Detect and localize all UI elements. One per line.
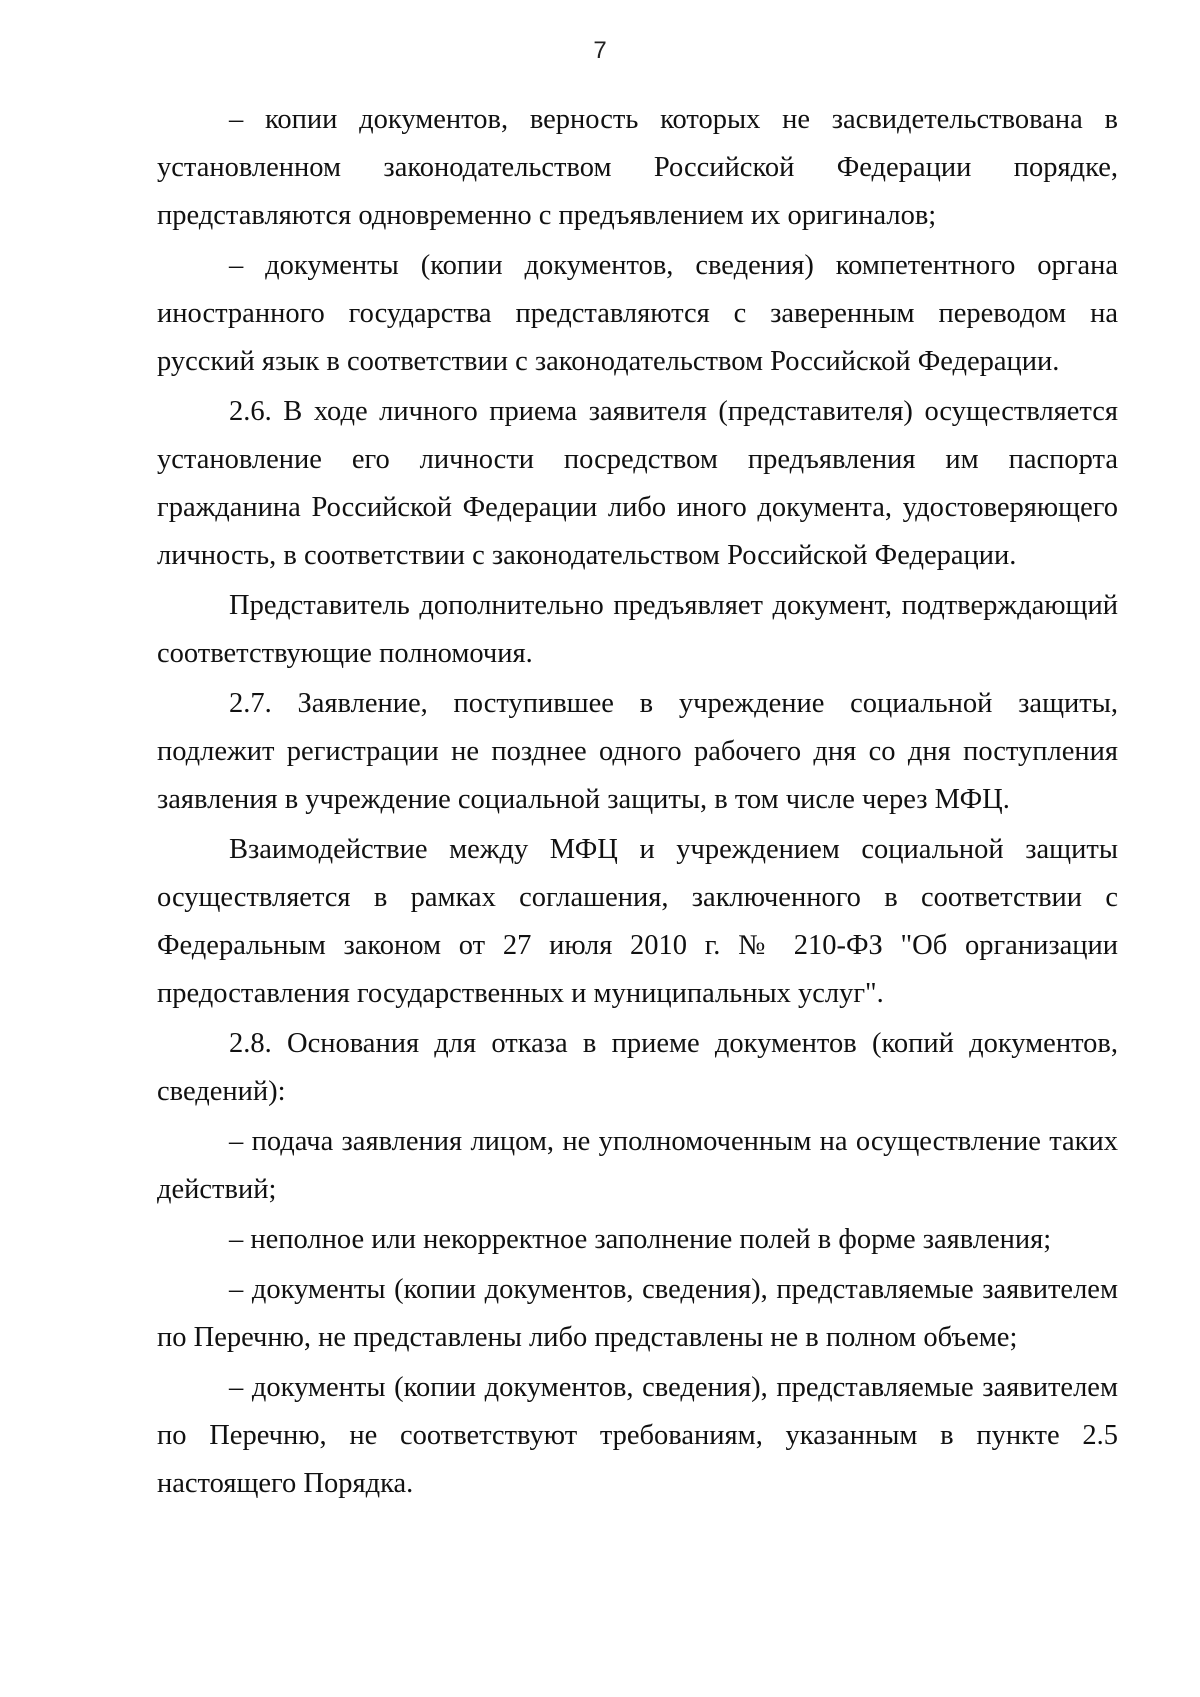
paragraph-refusal-missing-documents: – документы (копии документов, сведения), представляемые заявителем по Перечню, не представлены либо представлены не в полном объеме; [157,1274,1118,1353]
paragraph-2-8-refusal-grounds: 2.8. Основания для отказа в приеме документов (копий документов, сведений): [157,1028,1118,1107]
document-body [157,96,1118,1510]
paragraph-copies-certification: – копии документов, верность которых не засвидетельствована в установленном законодательством Российской Федерации порядке, представляются одновременно с предъявлением их оригиналов; [157,104,1118,231]
paragraph-mfc-interaction: Взаимодействие между МФЦ и учреждением социальной защиты осуществляется в рамках соглашения, заключенного в соответствии с Федеральным законом от 27 июля 2010 г. № 210-ФЗ "Об организации предоставления государственных и муниципальных услуг". [157,834,1118,1009]
page-number: 7 [593,37,607,64]
paragraph-2-6-identity: 2.6. В ходе личного приема заявителя (представителя) осуществляется установление его личности посредством предъявления им паспорта гражданина Российской Федерации либо иного документа, удостоверяющего личность, в соответствии с законодательством Российской Федерации. [157,396,1118,571]
paragraph-representative-authority: Представитель дополнительно предъявляет документ, подтверждающий соответствующие полномочия. [157,590,1118,669]
paragraph-refusal-incomplete-form: – неполное или некорректное заполнение полей в форме заявления; [229,1224,1052,1255]
paragraph-2-7-registration: 2.7. Заявление, поступившее в учреждение социальной защиты, подлежит регистрации не позднее одного рабочего дня со дня поступления заявления в учреждение социальной защиты, в том числе через МФЦ. [157,688,1118,815]
paragraph-refusal-noncompliant-documents: – документы (копии документов, сведения), представляемые заявителем по Перечню, не соответствуют требованиям, указанным в пункте 2.5 настоящего Порядка. [157,1372,1118,1499]
paragraph-refusal-unauthorized: – подача заявления лицом, не уполномоченным на осуществление таких действий; [157,1126,1118,1205]
paragraph-foreign-documents: – документы (копии документов, сведения) компетентного органа иностранного государства представляются с заверенным переводом на русский язык в соответствии с законодательством Российской Федерации. [157,250,1118,377]
